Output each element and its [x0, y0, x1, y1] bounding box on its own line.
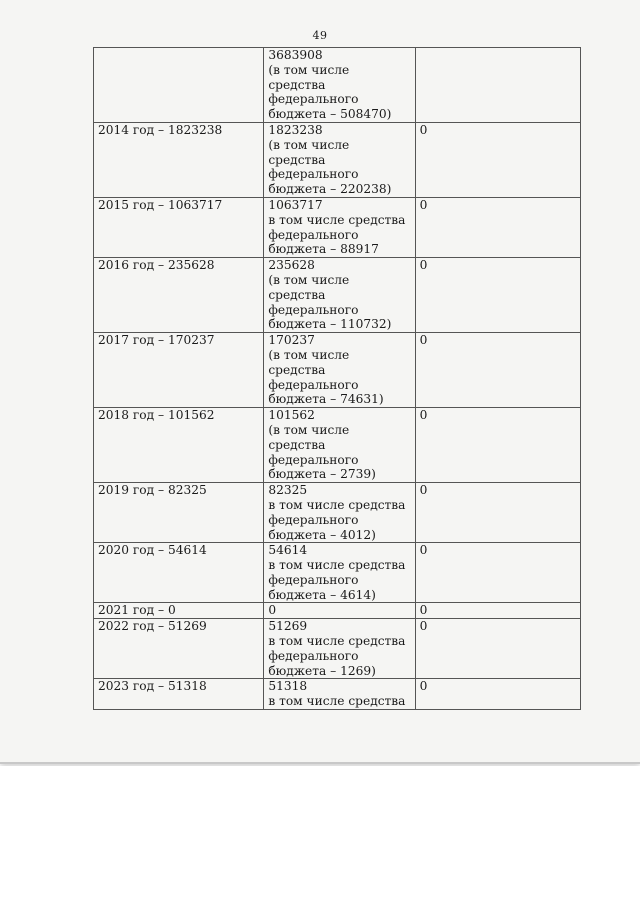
table-row — [94, 619, 581, 679]
amount-line: в том числе средства — [268, 558, 406, 573]
amount-line: бюджета – 74631) — [268, 392, 384, 407]
other-cell: 0 — [415, 603, 580, 619]
amount-line: бюджета – 220238) — [268, 182, 392, 197]
amount-cell — [264, 122, 415, 197]
amount-line: средства — [268, 287, 326, 302]
table-row — [94, 197, 581, 257]
amount-line: в том числе средства — [268, 634, 406, 649]
amount-line: бюджета – 1269) — [268, 663, 376, 678]
other-cell — [415, 48, 580, 123]
other-cell: 0 — [415, 122, 580, 197]
other-cell: 0 — [415, 679, 580, 710]
table-row — [94, 122, 581, 197]
page-number: 49 — [312, 29, 328, 42]
other-cell: 0 — [415, 333, 580, 408]
funding-table-body — [94, 48, 581, 710]
other-cell: 0 — [415, 619, 580, 679]
year-cell: 2022 год – 51269 — [94, 619, 264, 679]
amount-cell — [264, 48, 415, 123]
amount-line: 1823238 — [268, 122, 323, 137]
amount-line: бюджета – 4614) — [268, 587, 376, 602]
amount-line: средства — [268, 362, 326, 377]
amount-cell — [264, 258, 415, 333]
table-row — [94, 679, 581, 710]
funding-table — [93, 47, 581, 710]
table-row — [94, 48, 581, 123]
year-cell: 2021 год – 0 — [94, 603, 264, 619]
year-cell: 2020 год – 54614 — [94, 543, 264, 603]
amount-line: федерального — [268, 572, 359, 587]
year-cell — [94, 48, 264, 123]
amount-line: 51269 — [268, 619, 308, 634]
amount-line: в том числе средства — [268, 694, 406, 709]
amount-line: (в том числе — [268, 347, 350, 362]
table-row — [94, 333, 581, 408]
table-row — [94, 483, 581, 543]
amount-line: федерального — [268, 377, 359, 392]
other-cell: 0 — [415, 258, 580, 333]
amount-line: федерального — [268, 302, 359, 317]
amount-line: в том числе средства — [268, 212, 406, 227]
amount-line: федерального — [268, 452, 359, 467]
amount-line: бюджета – 4012) — [268, 527, 376, 542]
amount-line: бюджета – 88917 — [268, 242, 379, 257]
amount-line: 51318 — [268, 679, 308, 694]
amount-line: федерального — [268, 512, 359, 527]
amount-line: 170237 — [268, 333, 315, 348]
amount-cell — [264, 619, 415, 679]
amount-line: бюджета – 508470) — [268, 107, 392, 122]
amount-line: федерального — [268, 167, 359, 182]
amount-line: федерального — [268, 227, 359, 242]
amount-line: (в том числе — [268, 272, 350, 287]
amount-cell — [264, 197, 415, 257]
amount-line: 82325 — [268, 483, 308, 498]
table-row — [94, 408, 581, 483]
year-cell: 2018 год – 101562 — [94, 408, 264, 483]
amount-line: 101562 — [268, 408, 315, 423]
other-cell: 0 — [415, 197, 580, 257]
other-cell: 0 — [415, 483, 580, 543]
amount-line: в том числе средства — [268, 497, 406, 512]
year-cell: 2014 год – 1823238 — [94, 122, 264, 197]
amount-cell — [264, 679, 415, 710]
amount-cell — [264, 603, 415, 619]
amount-line: (в том числе — [268, 137, 350, 152]
amount-cell — [264, 333, 415, 408]
amount-line: 1063717 — [268, 197, 323, 212]
amount-line: федерального — [268, 648, 359, 663]
amount-line: (в том числе — [268, 62, 350, 77]
table-row — [94, 603, 581, 619]
blank-area — [0, 766, 640, 905]
amount-line: 3683908 — [268, 48, 323, 62]
amount-line: 0 — [268, 603, 277, 618]
amount-line: 54614 — [268, 543, 308, 558]
amount-cell — [264, 543, 415, 603]
year-cell: 2015 год – 1063717 — [94, 197, 264, 257]
other-cell: 0 — [415, 408, 580, 483]
table-row — [94, 258, 581, 333]
amount-line: средства — [268, 152, 326, 167]
year-cell: 2023 год – 51318 — [94, 679, 264, 710]
amount-line: бюджета – 110732) — [268, 317, 392, 332]
amount-line: бюджета – 2739) — [268, 467, 376, 482]
year-cell: 2017 год – 170237 — [94, 333, 264, 408]
year-cell: 2019 год – 82325 — [94, 483, 264, 543]
amount-cell — [264, 408, 415, 483]
amount-line: (в том числе — [268, 422, 350, 437]
amount-line: 235628 — [268, 258, 315, 273]
amount-cell — [264, 483, 415, 543]
other-cell: 0 — [415, 543, 580, 603]
amount-line: федерального — [268, 92, 359, 107]
amount-line: средства — [268, 437, 326, 452]
table-row — [94, 543, 581, 603]
year-cell: 2016 год – 235628 — [94, 258, 264, 333]
amount-line: средства — [268, 77, 326, 92]
